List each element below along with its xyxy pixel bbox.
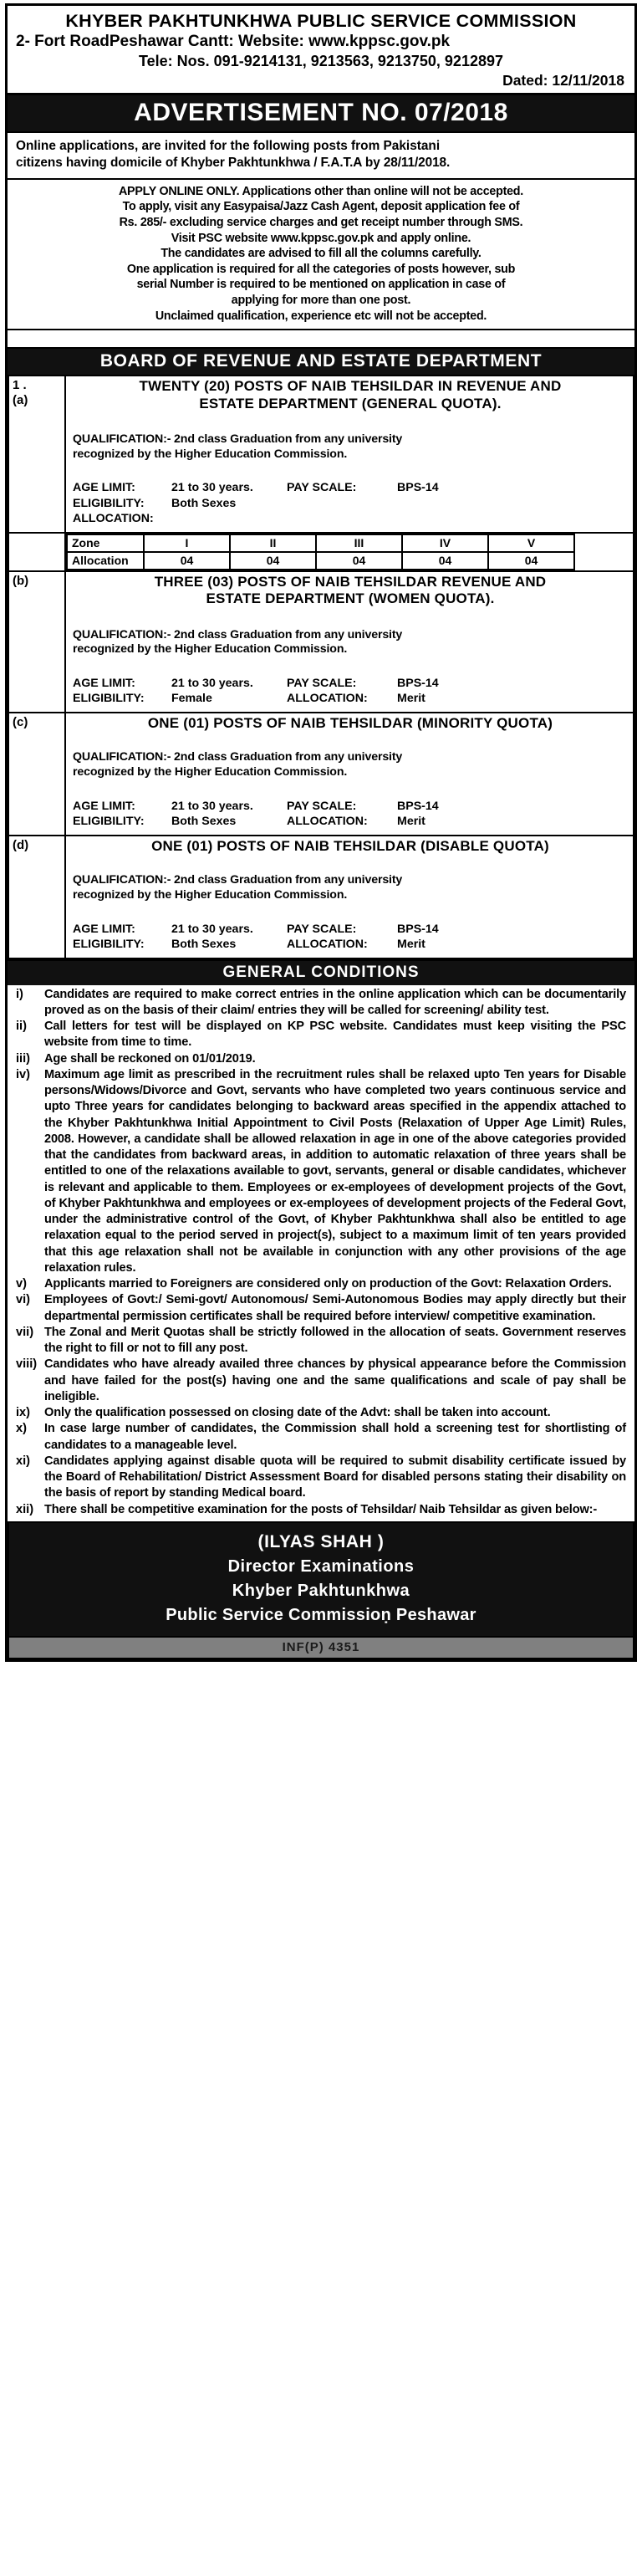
apply-line: applying for more than one post. — [231, 293, 411, 307]
eligibility-row — [73, 496, 628, 511]
allocation-cell: 04 — [144, 552, 230, 570]
condition-text: Candidates are required to make correct entries in the online application which can be documentarily proved as on the basis of their claim/ entries they will be called for screening/ ability test. — [44, 987, 626, 1017]
signatory-name: (ILYAS SHAH ) — [257, 1531, 385, 1551]
zone-header-row — [67, 534, 633, 552]
list-item — [11, 1325, 628, 1357]
allocation-value: Merit — [397, 692, 425, 706]
post-title-line-2: ESTATE DEPARTMENT (GENERAL QUOTA). — [199, 395, 502, 411]
signatory-org-line-2: Public Service Commissioṇ Peshawar — [166, 1606, 476, 1625]
post-qualification-line-2: recognized by the Higher Education Commission. — [73, 642, 348, 657]
post-qualification-line-2: recognized by the Higher Education Commission. — [73, 887, 348, 902]
table-row — [8, 836, 634, 958]
eligibility-allocation-row — [73, 937, 628, 952]
post-body-cell — [65, 713, 634, 836]
organization-title: KHYBER PAKHTUNKHWA PUBLIC SERVICE COMMISSION — [65, 11, 577, 31]
list-item — [11, 1502, 628, 1518]
signatory-org-line-1: Khyber Pakhtunkhwa — [232, 1582, 410, 1601]
apply-line: Unclaimed qualification, experience etc will not be accepted. — [155, 309, 487, 323]
section-spacer — [8, 330, 634, 349]
telephone-line: Tele: Nos. 091-9214131, 9213563, 9213750, 9212897 — [138, 52, 504, 69]
zone-cell: IV — [402, 534, 488, 552]
condition-text: Candidates applying against disable quota will be required to submit disability certificate issued by the Board of Rehabilitation/ District Assessment Board for disabled persons stating their disability on the basis of report by standing Medical board. — [44, 1454, 626, 1500]
apply-line: The candidates are advised to fill all the columns carefully. — [160, 247, 482, 261]
post-title-line-1: ONE (01) POSTS OF NAIB TEHSILDAR (DISABLE QUOTA) — [151, 837, 549, 854]
apply-instructions-block — [8, 180, 634, 330]
allocation-label: ALLOCATION: — [287, 692, 368, 706]
list-item — [11, 1405, 628, 1421]
eligibility-allocation-row — [73, 814, 628, 829]
allocation-label: ALLOCATION: — [287, 938, 368, 952]
signature-block — [8, 1523, 634, 1638]
eligibility-value: Female — [171, 692, 212, 706]
post-index-line-2: (a) — [13, 392, 28, 407]
post-details — [73, 480, 628, 526]
apply-line: Rs. 285/- excluding service charges and get receipt number through SMS. — [119, 216, 523, 230]
post-qualification-line-1: QUALIFICATION:- 2nd class Graduation from any university — [73, 627, 403, 641]
inf-number-bar: INF(P) 4351 — [8, 1638, 634, 1659]
condition-number: v) — [16, 1277, 27, 1291]
eligibility-label: ELIGIBILITY: — [73, 938, 145, 952]
condition-text: Call letters for test will be displayed on KP PSC website. Candidates must keep visiting the PSC website from time to time. — [44, 1020, 626, 1050]
invitation-block — [8, 133, 634, 179]
eligibility-label: ELIGIBILITY: — [73, 815, 145, 829]
allocation-cell: 04 — [316, 552, 402, 570]
apply-line: One application is required for all the categories of posts however, sub — [126, 262, 516, 276]
zone-row-label: Zone — [67, 534, 144, 552]
zone-index-spacer — [8, 533, 65, 571]
list-item — [11, 1357, 628, 1405]
apply-line: APPLY ONLINE ONLY. Applications other than online will not be accepted. — [118, 184, 524, 198]
condition-text: In case large number of candidates, the Commission shall hold a screening test for shortlisting of candidates to a manageable level. — [44, 1422, 626, 1452]
advertisement-banner: ADVERTISEMENT NO. 07/2018 — [8, 95, 634, 133]
post-body-cell — [65, 376, 634, 533]
condition-text: Maximum age limit as prescribed in the recruitment rules shall be relaxed upto Ten years for Disable persons/Widows/Divorce and Govt, servants who have completed two years continuous service and upto Three years for candidates belonging to backward areas specified in the appendix attached to the Khyber Pakhtunkhwa Initial Appointment to Civil Posts (Relaxation of Upper Age Limit) Rules, 2008. However, a candidate shall be allowed relaxation in age in one of the above categories provided that the candidates from backward areas, in addition to automatic relaxation of three years shall be entitled to one of the relaxations available to govt, servants, general or disable candidates, whichever is relevant and applicable to them. Employees or ex-employees of development projects of the Govt, of Khyber Pakhtunkhwa and employees or ex-employees of development projects of the Federal Govt, under the administrative control of the Govt, of Khyber Pakhtunkhwa shall also be entitled to age relaxation equal to the period served in project(s), subject to a maximum limit of ten years provided that this age relaxation shall not be available in conjunction with any other provisions of the age relaxation rules. — [44, 1067, 626, 1275]
post-title-line-2: ESTATE DEPARTMENT (WOMEN QUOTA). — [206, 590, 495, 607]
condition-text: Only the qualification possessed on closing date of the Advt: shall be taken into account. — [44, 1406, 551, 1420]
condition-number: ix) — [16, 1406, 31, 1420]
condition-number: iv) — [16, 1067, 31, 1081]
post-index-cell — [8, 376, 65, 533]
post-qualification-line-2: recognized by the Higher Education Commission. — [73, 765, 348, 779]
department-banner: BOARD OF REVENUE AND ESTATE DEPARTMENT — [8, 349, 634, 375]
pay-scale-value: BPS-14 — [397, 922, 439, 936]
post-index-line-1: 1 . — [13, 378, 27, 393]
allocation-label: ALLOCATION: — [287, 815, 368, 829]
zone-allocation-table — [66, 534, 633, 570]
post-body-cell — [65, 836, 634, 958]
post-index-line-1: (c) — [13, 714, 28, 729]
age-pay-row — [73, 480, 628, 495]
pay-scale-value: BPS-14 — [397, 677, 439, 691]
allocation-cell: 04 — [488, 552, 574, 570]
general-conditions-banner: GENERAL CONDITIONS — [8, 959, 634, 985]
age-limit-value: 21 to 30 years. — [171, 481, 253, 495]
eligibility-value: Both Sexes — [171, 938, 237, 952]
condition-text: Candidates who have already availed three chances by physical appearance before the Commission and have failed for the post(s) having one and the same qualifications and scale of pay shall be ineligible. — [44, 1357, 626, 1403]
zone-blank-cell — [574, 534, 633, 552]
allocation-label: ALLOCATION: — [73, 512, 154, 526]
condition-text: Age shall be reckoned on 01/01/2019. — [44, 1051, 256, 1066]
table-row — [8, 713, 634, 836]
eligibility-label: ELIGIBILITY: — [73, 496, 145, 510]
condition-number: xii) — [16, 1502, 34, 1516]
list-item — [11, 1276, 628, 1292]
pay-scale-value: BPS-14 — [397, 481, 439, 495]
zone-cell: III — [316, 534, 402, 552]
condition-number: x) — [16, 1422, 27, 1436]
condition-number: ii) — [16, 1020, 27, 1034]
age-limit-value: 21 to 30 years. — [171, 799, 253, 813]
allocation-value: Merit — [397, 815, 425, 829]
post-details — [73, 676, 628, 707]
condition-number: vi) — [16, 1293, 31, 1307]
zone-table-cell — [65, 533, 634, 571]
post-title-line-1: ONE (01) POSTS OF NAIB TEHSILDAR (MINORITY QUOTA) — [147, 714, 553, 731]
list-item — [11, 1421, 628, 1454]
condition-text: Applicants married to Foreigners are considered only on production of the Govt: Relaxation Orders. — [44, 1277, 612, 1291]
allocation-row-label: Allocation — [67, 552, 144, 570]
post-qualification-line-1: QUALIFICATION:- 2nd class Graduation from any university — [73, 873, 403, 887]
post-index-cell — [8, 836, 65, 958]
posts-table — [8, 375, 634, 958]
age-pay-row — [73, 676, 628, 691]
condition-number: viii) — [16, 1357, 38, 1372]
list-item — [11, 1454, 628, 1502]
condition-number: iii) — [16, 1051, 31, 1066]
age-limit-label: AGE LIMIT: — [73, 677, 135, 691]
zone-cell: II — [230, 534, 316, 552]
document-header — [8, 6, 634, 95]
general-conditions-body — [8, 985, 634, 1523]
post-index-line-1: (b) — [13, 573, 29, 588]
post-qualification-line-2: recognized by the Higher Education Commission. — [73, 447, 348, 461]
condition-text: There shall be competitive examination for the posts of Tehsildar/ Naib Tehsildar as given below:- — [44, 1502, 598, 1516]
dated-line: Dated: 12/11/2018 — [502, 72, 624, 89]
age-pay-row — [73, 799, 628, 814]
condition-text: The Zonal and Merit Quotas shall be strictly followed in the allocation of seats. Government reserves the right to fill or not to fill any post. — [44, 1325, 626, 1356]
pay-scale-label: PAY SCALE: — [287, 481, 357, 495]
apply-line: Visit PSC website www.kppsc.gov.pk and apply online. — [171, 231, 471, 245]
list-item — [11, 1067, 628, 1276]
condition-number: vii) — [16, 1325, 34, 1339]
zone-allocation-row — [8, 533, 634, 571]
post-index-cell — [8, 713, 65, 836]
list-item — [11, 1019, 628, 1051]
pay-scale-label: PAY SCALE: — [287, 799, 357, 813]
post-index-cell — [8, 571, 65, 713]
post-qualification-line-1: QUALIFICATION:- 2nd class Graduation from any university — [73, 432, 403, 446]
pay-scale-label: PAY SCALE: — [287, 677, 357, 691]
list-item — [11, 1051, 628, 1067]
post-details — [73, 799, 628, 830]
zone-blank-cell — [574, 552, 633, 570]
apply-line: serial Number is required to be mentioned on application in case of — [136, 278, 506, 292]
eligibility-value: Both Sexes — [171, 815, 237, 829]
age-limit-label: AGE LIMIT: — [73, 481, 135, 495]
age-limit-label: AGE LIMIT: — [73, 922, 135, 936]
age-limit-value: 21 to 30 years. — [171, 677, 253, 691]
age-limit-label: AGE LIMIT: — [73, 799, 135, 813]
invitation-line-1: Online applications, are invited for the following posts from Pakistani — [16, 139, 441, 154]
eligibility-value: Both Sexes — [171, 496, 237, 510]
allocation-value: Merit — [397, 938, 425, 952]
zone-cell: I — [144, 534, 230, 552]
post-title-line-1: THREE (03) POSTS OF NAIB TEHSILDAR REVENUE AND — [154, 573, 547, 590]
eligibility-allocation-row — [73, 691, 628, 706]
pay-scale-label: PAY SCALE: — [287, 922, 357, 936]
allocation-row — [67, 552, 633, 570]
condition-number: xi) — [16, 1454, 31, 1468]
eligibility-label: ELIGIBILITY: — [73, 692, 145, 706]
allocation-cell: 04 — [402, 552, 488, 570]
post-qualification-line-1: QUALIFICATION:- 2nd class Graduation from any university — [73, 750, 403, 764]
list-item — [11, 987, 628, 1020]
zone-cell: V — [488, 534, 574, 552]
condition-number: i) — [16, 987, 23, 1001]
table-row — [8, 376, 634, 533]
post-title-line-1: TWENTY (20) POSTS OF NAIB TEHSILDAR IN REVENUE AND — [139, 378, 562, 395]
invitation-line-2: citizens having domicile of Khyber Pakhtunkhwa / F.A.T.A by 28/11/2018. — [16, 156, 451, 171]
post-index-line-1: (d) — [13, 837, 29, 852]
apply-line: To apply, visit any Easypaisa/Jazz Cash Agent, deposit application fee of — [122, 200, 520, 214]
list-item — [11, 1292, 628, 1325]
age-pay-row — [73, 922, 628, 937]
pay-scale-value: BPS-14 — [397, 799, 439, 813]
signatory-role: Director Examinations — [227, 1557, 415, 1577]
post-body-cell — [65, 571, 634, 713]
table-row — [8, 571, 634, 713]
allocation-cell: 04 — [230, 552, 316, 570]
address-website-line: 2- Fort RoadPeshawar Cantt: Website: www.kppsc.gov.pk — [16, 33, 451, 51]
age-limit-value: 21 to 30 years. — [171, 922, 253, 936]
document-frame — [5, 3, 637, 1662]
post-details — [73, 922, 628, 953]
condition-text: Employees of Govt:/ Semi-govt/ Autonomous/ Semi-Autonomous Bodies may apply directly but their departmental permission certificates shall be required before interview/ competitive examination. — [44, 1293, 626, 1323]
